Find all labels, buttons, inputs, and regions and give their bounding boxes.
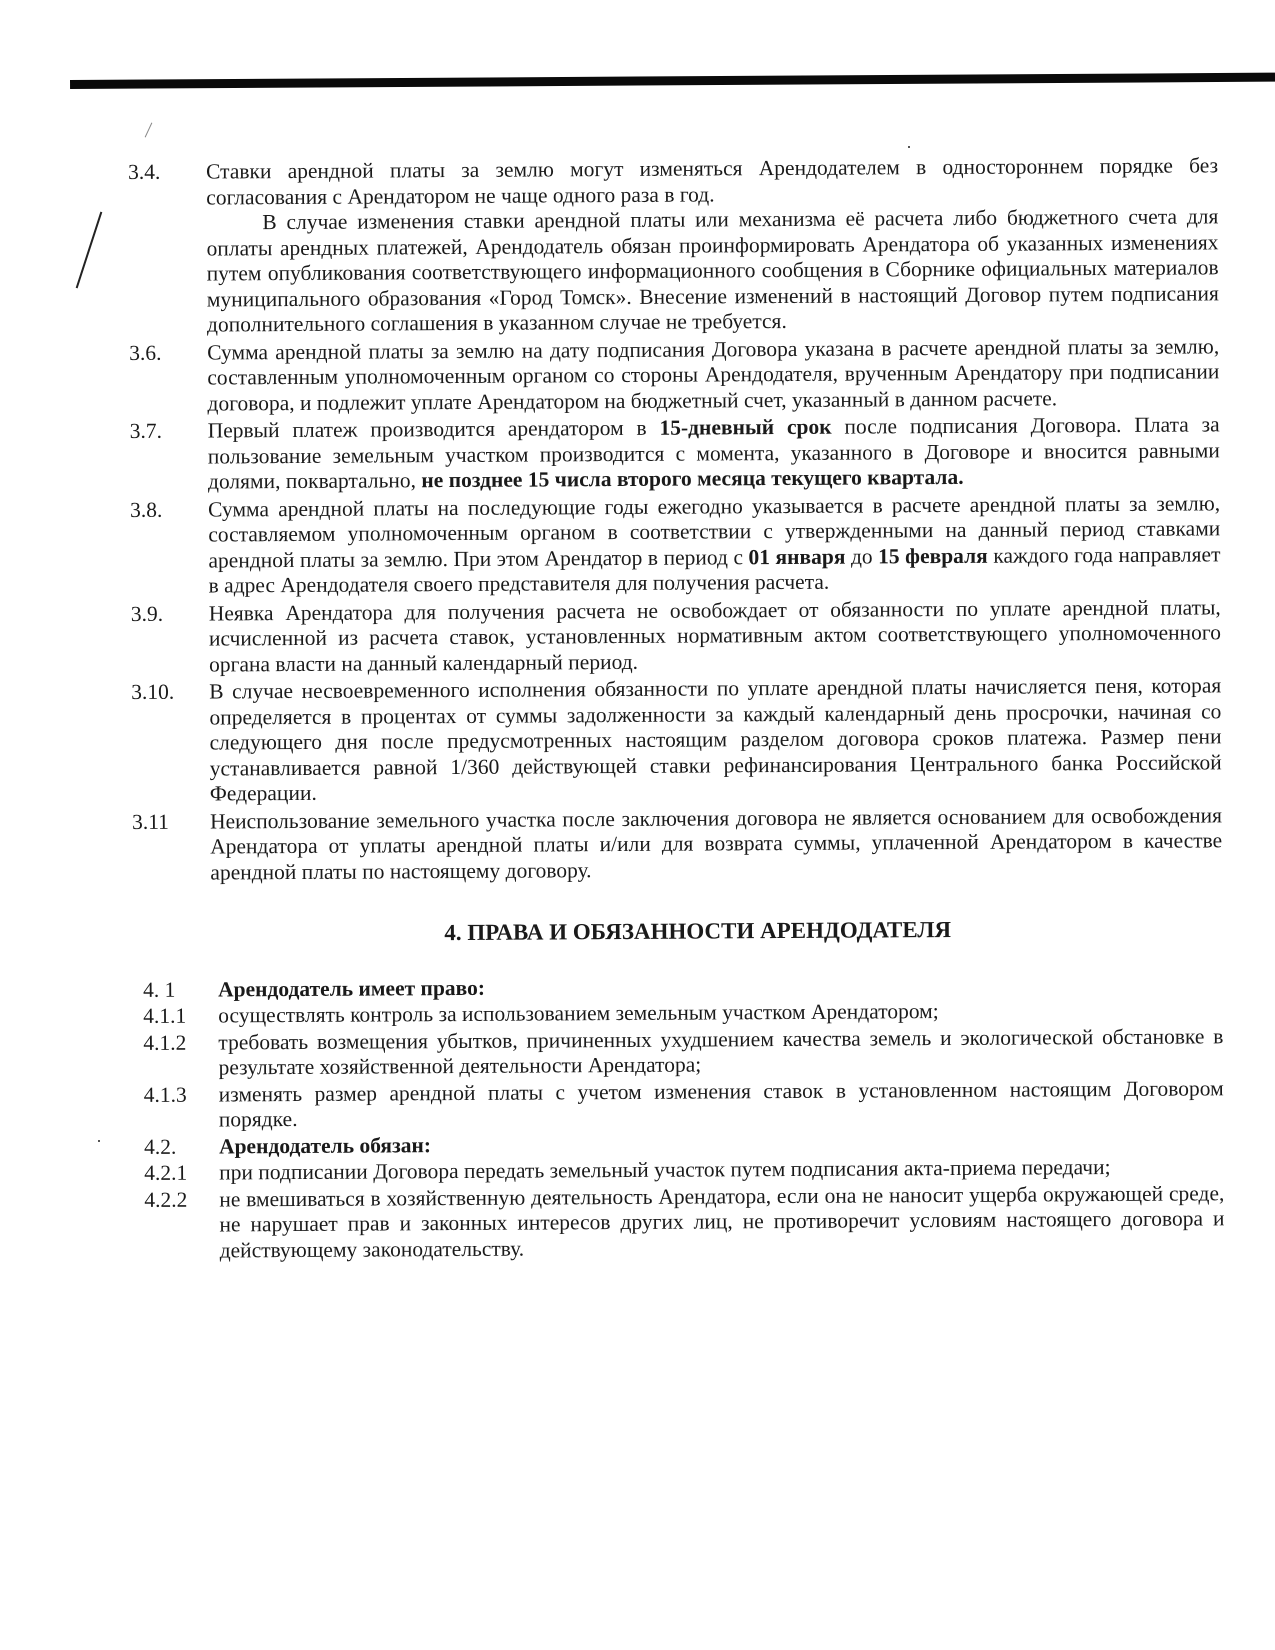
- subclause-4-1-2: [133, 1024, 1223, 1082]
- clause-3-7: [130, 412, 1220, 495]
- clause-3-4: [128, 153, 1219, 338]
- text-run: Первый платеж производится арендатором в: [207, 415, 660, 443]
- clause-text: [208, 412, 1220, 495]
- document-body: [128, 153, 1225, 1265]
- clause-text: Сумма арендной платы за землю на дату подписания Договора указана в расчете арендной платы за землю, составленным уполномоченным органом со стороны Арендодателя, врученным Арендатору при подписании договора, и подлежит уплате Арендатором на бюджетный счет, указанный в данном расчете.: [207, 333, 1220, 416]
- clause-paragraph: В случае изменения ставки арендной платы или механизма её расчета либо бюджетного счета для оплаты арендных платежей, Арендодатель обязан проинформировать Арендатора об указанных изменениях путем опубликования соответствующего информационного сообщения в Сборнике официальных материалов муниципального образования «Город Томск». Внесение изменений в настоящий Договор путем подписания дополнительного соглашения в указанном случае не требуется.: [206, 204, 1219, 337]
- clause-number: 3.8.: [130, 497, 163, 522]
- text-run: после подписания Договора. Плата за пользование земельным участком производится с момента, указанного в Договоре и вносится равными долями, поквартально,: [207, 412, 1220, 494]
- clause-3-11: [132, 803, 1222, 886]
- clause-number: 4.1.3: [143, 1082, 187, 1107]
- clause-number: 3.9.: [130, 601, 164, 626]
- subclause-4-2-2: [134, 1181, 1224, 1264]
- clause-text: Неявка Арендатора для получения расчета не освобождает от обязанности по уплате арендной платы, исчисленной из расчета ставок, установленных нормативным актом соответствующего уполномоченного органа власти на данный календарный период.: [208, 594, 1221, 677]
- clause-text: осуществлять контроль за использованием земельным участком Арендатором;: [218, 999, 939, 1028]
- text-run: каждого года направляет в адрес Арендодателя своего представителя для получения расчета.: [208, 541, 1221, 598]
- clause-text: В случае несвоевременного исполнения обязанности по уплате арендной платы начисляется пеня, которая определяется в процентах от суммы задолженности за каждый календарный день просрочки, начиная со следующего дня после предусмотренных настоящим разделом договора сроков платежа. Размер пени устанавливается равной 1/360 действующей ставки рефинансирования Центрального банка Российской Федерации.: [209, 673, 1222, 806]
- bold-term: Арендодатель имеет право:: [217, 975, 486, 1001]
- clause-text: требовать возмещения убытков, причиненных ухудшением качества земель и экологической обстановке в результате хозяйственной деятельности Арендатора;: [218, 1023, 1224, 1080]
- clause-text: при подписании Договора передать земельный участок путем подписания акта-приема передачи;: [219, 1155, 1111, 1185]
- bold-term: 15 февраля: [878, 543, 988, 568]
- clause-3-6: [129, 334, 1219, 417]
- section-heading: 4. ПРАВА И ОБЯЗАННОСТИ АРЕНДОДАТЕЛЯ: [444, 916, 952, 946]
- clause-number: 4.2.2: [144, 1187, 188, 1212]
- top-border-line: [70, 73, 1275, 89]
- scan-speck: [908, 146, 910, 148]
- clause-number: 4.2.: [143, 1134, 177, 1159]
- scan-mark: [145, 123, 153, 138]
- clause-number: 3.4.: [128, 159, 161, 184]
- clause-text: Неиспользование земельного участка после заключения договора не является основанием для освобождения Арендатора от уплаты арендной платы и/или для возврата суммы, уплаченной Арендатором в качестве арендной платы по настоящему договору.: [209, 802, 1223, 885]
- clause-text: не вмешиваться в хозяйственную деятельность Арендатора, если она не наносит ущерба окружающей среде, не нарушает прав и законных интересов других лиц, не противоречит условиям настоящего договора и действующему законодательству.: [219, 1180, 1225, 1262]
- clause-number: 3.11: [131, 809, 169, 834]
- scan-speck: [98, 1140, 100, 1142]
- bold-term: Арендодатель обязан:: [218, 1132, 432, 1158]
- clause-text: изменять размер арендной платы с учетом изменения ставок в установленном настоящим Договором порядке.: [218, 1075, 1224, 1132]
- clause-number: 3.10.: [131, 679, 175, 704]
- clause-3-10: [131, 673, 1222, 807]
- subclause-4-1-3: [134, 1076, 1224, 1134]
- text-run: до: [845, 543, 879, 569]
- clause-number: 4.1.1: [143, 1003, 187, 1028]
- bold-term: не позднее 15 числа второго месяца текущего квартала.: [421, 464, 964, 493]
- clause-text: [208, 491, 1221, 599]
- clause-3-9: [131, 595, 1221, 678]
- clause-text: [206, 153, 1219, 338]
- clause-number: 4. 1: [142, 977, 176, 1002]
- margin-pen-mark: [76, 212, 103, 289]
- clause-number: 3.6.: [129, 340, 162, 365]
- bold-term: 15-дневный срок: [659, 414, 832, 440]
- clause-number: 4.1.2: [143, 1030, 187, 1055]
- clause-number: 3.7.: [129, 418, 162, 443]
- clause-paragraph: Ставки арендной платы за землю могут изменяться Арендодателем в одностороннем порядке без согласования с Арендатором не чаще одного раза в год.: [205, 153, 1219, 210]
- clause-3-8: [130, 491, 1221, 600]
- text-run: Сумма арендной платы на последующие годы ежегодно указывается в расчете арендной платы за землю, составляемом уполномоченным органом в соответствии с утвержденными на данный период ставками арендной платы за землю. При этом Арендатор в период с: [208, 490, 1221, 573]
- clause-number: 4.2.1: [144, 1160, 188, 1185]
- bold-term: 01 января: [748, 544, 846, 569]
